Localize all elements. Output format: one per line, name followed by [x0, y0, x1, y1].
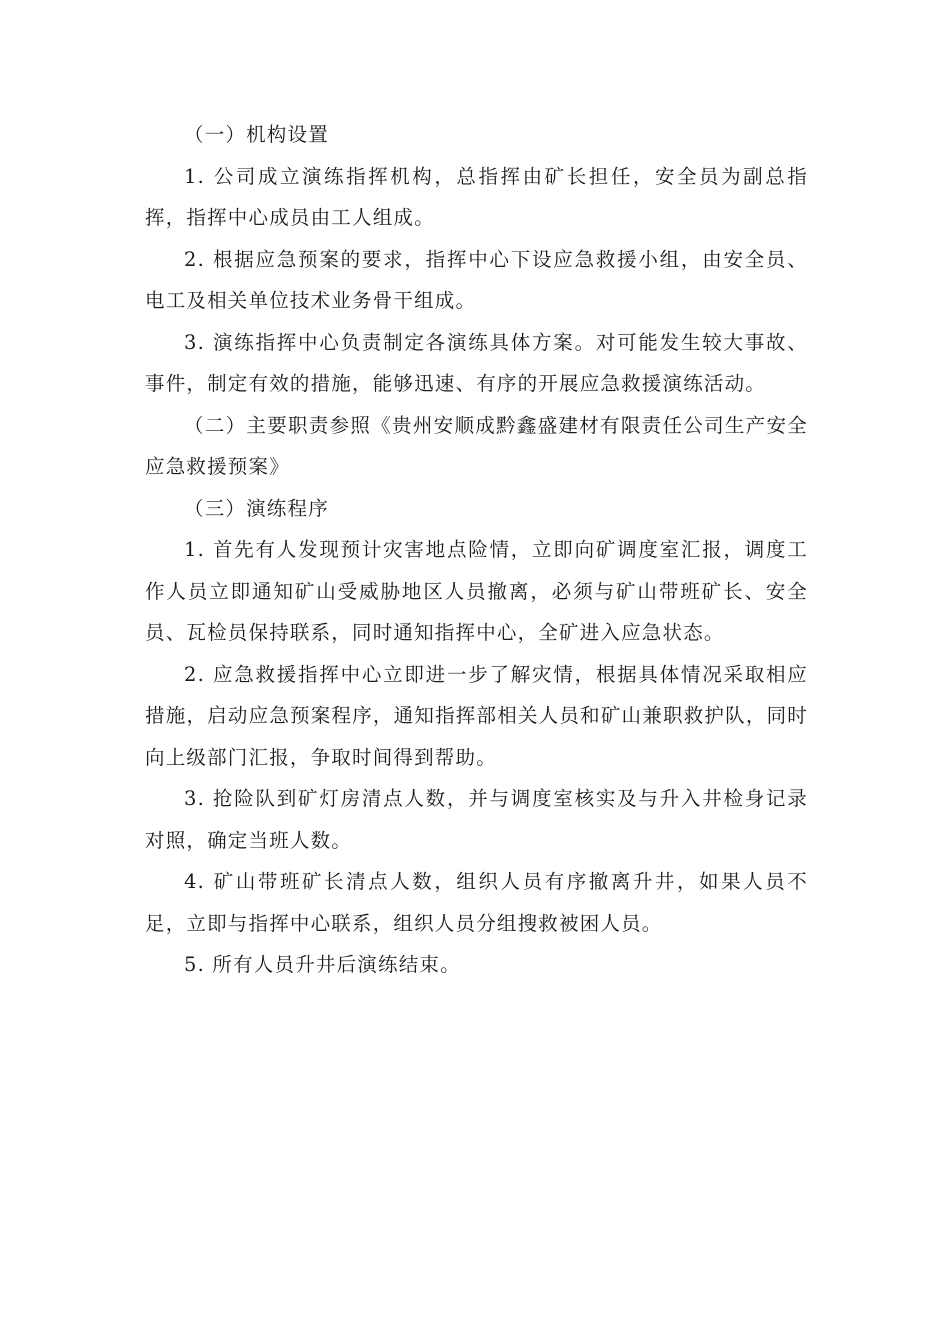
paragraph-item: 5. 所有人员升井后演练结束。	[184, 953, 461, 976]
section-heading-procedure: （三）演练程序	[184, 496, 329, 520]
paragraph-item: 4. 矿山带班矿长清点人数，组织人员有序撤离升井，如果人员不足，立即与指挥中心联系，组织人员分组搜救被困人员。	[145, 870, 808, 935]
section-heading-organization: （一）机构设置	[184, 123, 329, 146]
section-heading-responsibilities: （二）主要职责参照《贵州安顺成黔鑫盛建材有限责任公司生产安全应急救援预案》	[145, 413, 808, 478]
document-body	[145, 114, 808, 986]
paragraph-item: 1. 公司成立演练指挥机构，总指挥由矿长担任，安全员为副总指挥，指挥中心成员由工人组成。	[145, 164, 808, 229]
paragraph-item: 2. 应急救援指挥中心立即进一步了解灾情，根据具体情况采取相应措施，启动应急预案程序，通知指挥部相关人员和矿山兼职救护队，同时向上级部门汇报，争取时间得到帮助。	[145, 662, 808, 769]
paragraph-item: 1. 首先有人发现预计灾害地点险情，立即向矿调度室汇报，调度工作人员立即通知矿山受威胁地区人员撤离，必须与矿山带班矿长、安全员、瓦检员保持联系，同时通知指挥中心，全矿进入应急状态。	[145, 538, 808, 644]
paragraph-item: 2. 根据应急预案的要求，指挥中心下设应急救援小组，由安全员、电工及相关单位技术业务骨干组成。	[145, 247, 808, 312]
paragraph-item: 3. 抢险队到矿灯房清点人数，并与调度室核实及与升入井检身记录对照，确定当班人数。	[145, 787, 808, 852]
paragraph-item: 3. 演练指挥中心负责制定各演练具体方案。对可能发生较大事故、事件，制定有效的措施，能够迅速、有序的开展应急救援演练活动。	[145, 330, 808, 395]
